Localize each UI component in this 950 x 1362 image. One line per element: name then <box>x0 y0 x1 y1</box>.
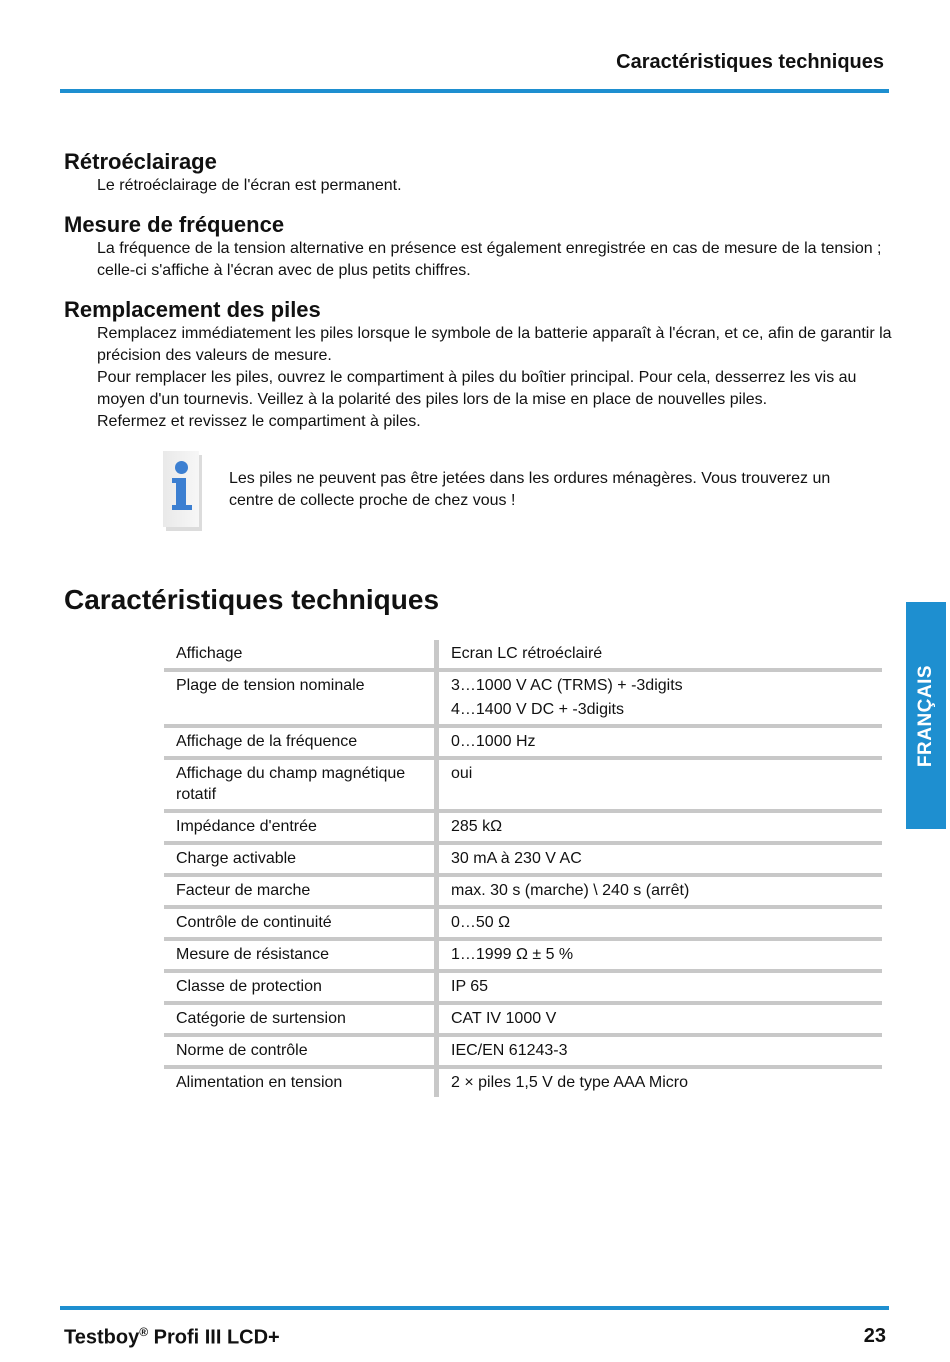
spec-label: Plage de tension nominale <box>164 670 437 726</box>
language-tab <box>906 602 946 829</box>
spec-label: Mesure de résistance <box>164 939 437 971</box>
spec-value: max. 30 s (marche) \ 240 s (arrêt) <box>437 875 883 907</box>
table-row <box>164 811 882 843</box>
paragraph: Remplacez immédiatement les piles lorsque le symbole de la batterie apparaît à l'écran, et ce, afin de garantir la précision des valeurs de mesure. <box>97 325 892 364</box>
spec-value: IP 65 <box>437 971 883 1003</box>
paragraph: Le rétroéclairage de l'écran est permanent. <box>97 177 402 194</box>
spec-label: Alimentation en tension <box>164 1067 437 1097</box>
language-label: FRANÇAIS <box>915 664 936 767</box>
registered-mark: ® <box>139 1325 149 1339</box>
paragraph: Refermez et revissez le compartiment à piles. <box>97 413 421 430</box>
spec-value-line: 3…1000 V AC (TRMS) + -3digits <box>451 677 683 694</box>
table-row <box>164 1035 882 1067</box>
spec-value: Ecran LC rétroéclairé <box>437 640 883 670</box>
section-heading: Remplacement des piles <box>64 297 321 322</box>
spec-value: 2 × piles 1,5 V de type AAA Micro <box>451 1074 689 1091</box>
running-header: Caractéristiques techniques <box>616 51 884 73</box>
section-backlight <box>64 149 894 197</box>
spec-label: Norme de contrôle <box>164 1035 437 1067</box>
spec-value: CAT IV 1000 V <box>437 1003 883 1035</box>
table-row <box>164 670 882 726</box>
header-rule <box>60 89 889 93</box>
table-row <box>164 1067 882 1097</box>
spec-label: Affichage de la fréquence <box>164 726 437 758</box>
spec-table <box>164 640 882 1097</box>
spec-label: Affichage <box>164 640 437 670</box>
page-number: 23 <box>863 1325 886 1347</box>
footer-brand <box>64 1325 280 1350</box>
spec-value: oui <box>437 758 883 811</box>
page-title: Caractéristiques techniques <box>64 584 440 615</box>
spec-label: Classe de protection <box>164 971 437 1003</box>
info-note <box>160 451 880 531</box>
spec-value-line: 4…1400 V DC + -3digits <box>451 701 624 718</box>
spec-label: Catégorie de surtension <box>164 1003 437 1035</box>
table-row <box>164 1003 882 1035</box>
footer-rule <box>60 1306 889 1310</box>
spec-value: IEC/EN 61243-3 <box>437 1035 883 1067</box>
info-icon <box>163 451 199 527</box>
table-row <box>164 758 882 811</box>
spec-label: Impédance d'entrée <box>164 811 437 843</box>
section-heading: Mesure de fréquence <box>64 212 285 237</box>
table-row <box>164 939 882 971</box>
spec-value <box>437 670 883 726</box>
table-row <box>164 843 882 875</box>
note-text: Les piles ne peuvent pas être jetées dans les ordures ménagères. Vous trouverez un centre de collecte proche de chez vous ! <box>229 470 831 509</box>
table-row <box>164 640 882 670</box>
spec-label: Facteur de marche <box>164 875 437 907</box>
paragraph: Pour remplacer les piles, ouvrez le compartiment à piles du boîtier principal. Pour cela, desserrez les vis au moyen d'un tournevis. Veillez à la polarité des piles lors de la mise en place de nouvelles piles. <box>97 369 857 408</box>
spec-label: Charge activable <box>164 843 437 875</box>
section-frequency <box>64 212 894 282</box>
spec-label: Contrôle de continuité <box>164 907 437 939</box>
spec-value: 0…1000 Hz <box>437 726 883 758</box>
product-model: Profi III LCD+ <box>148 1326 280 1349</box>
spec-value: 1…1999 Ω ± 5 % <box>437 939 883 971</box>
section-battery-replacement <box>64 297 894 433</box>
brand-name: Testboy <box>64 1326 140 1349</box>
table-row <box>164 875 882 907</box>
spec-label: Affichage du champ magnétique rotatif <box>164 758 437 811</box>
spec-value: 30 mA à 230 V AC <box>437 843 883 875</box>
table-row <box>164 907 882 939</box>
paragraph: La fréquence de la tension alternative en présence est également enregistrée en cas de mesure de la tension ; celle-ci s'affiche à l'écran avec de plus petits chiffres. <box>97 240 882 279</box>
table-row <box>164 971 882 1003</box>
spec-value: 285 kΩ <box>437 811 883 843</box>
table-row <box>164 726 882 758</box>
section-heading: Rétroéclairage <box>64 149 217 174</box>
spec-value: 0…50 Ω <box>437 907 883 939</box>
